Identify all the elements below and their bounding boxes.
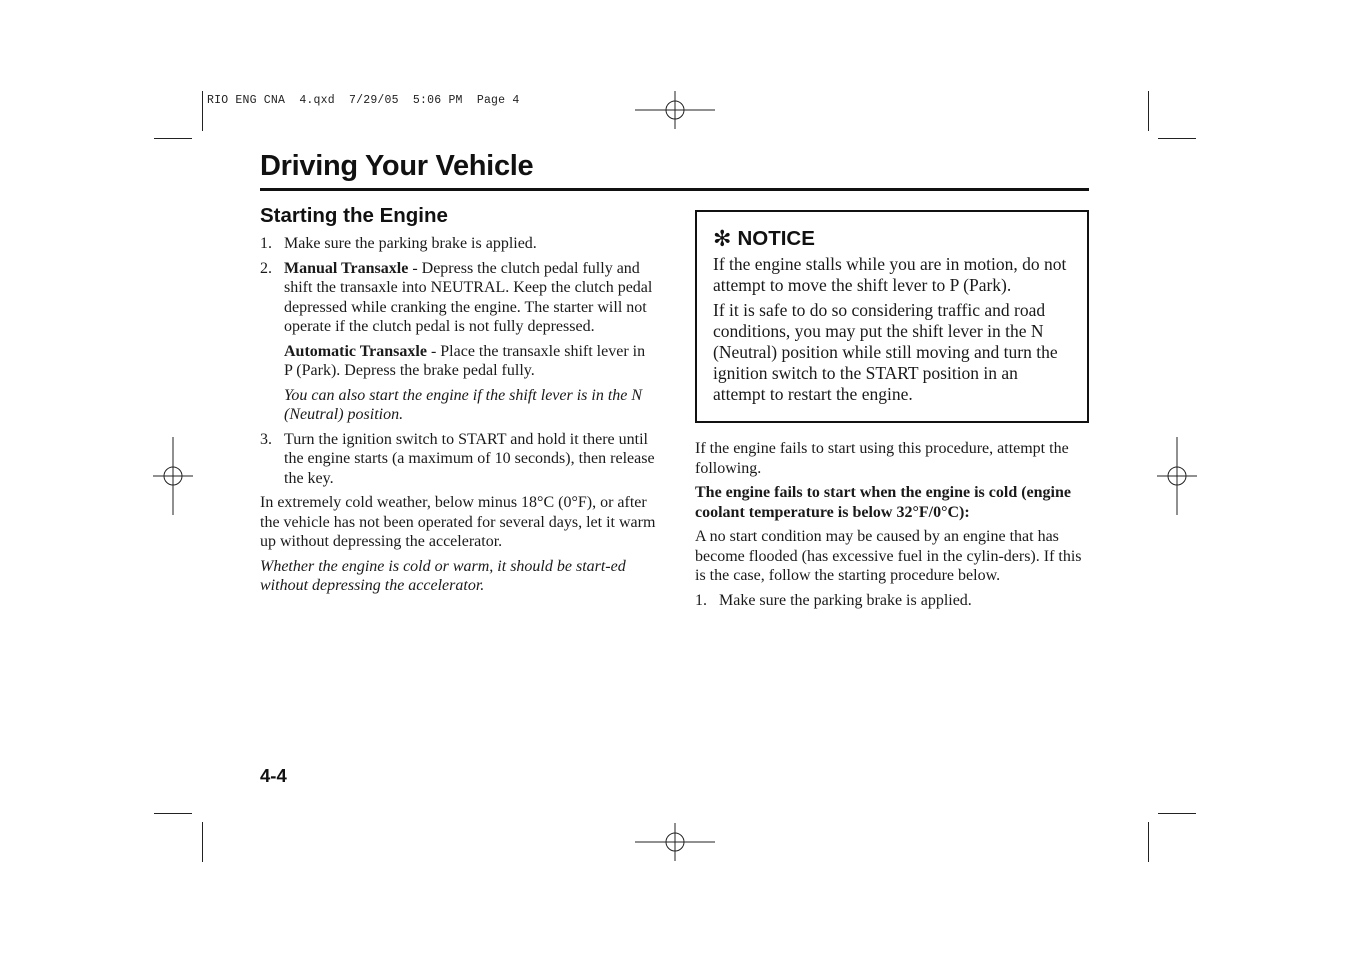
neutral-note: You can also start the engine if the shift lever is in the N (Neutral) position. [284, 386, 643, 423]
list-text: Make sure the parking brake is applied. [719, 591, 972, 609]
page-number: 4-4 [260, 765, 287, 786]
left-column [260, 204, 656, 601]
crop-mark-bottom-left-vertical [202, 822, 203, 862]
list-number: 1. [695, 591, 707, 609]
list-number: 1. [260, 235, 272, 252]
cold-weather-paragraph: In extremely cold weather, below minus 18°C (0°F), or after the vehicle has not been operated for several days, let it warm up without depressing the accelerator. [260, 494, 656, 550]
list-item [260, 234, 656, 254]
crop-mark-bottom-right-horizontal [1158, 813, 1196, 814]
registration-mark-left [153, 437, 193, 515]
notice-label: NOTICE [737, 227, 815, 250]
registration-mark-top [635, 91, 715, 129]
crop-mark-top-right-vertical [1148, 91, 1149, 131]
registration-mark-bottom [635, 823, 715, 861]
cold-warm-note: Whether the engine is cold or warm, it should be start-ed without depressing the accelerator. [260, 557, 626, 594]
notice-heading [713, 226, 1071, 252]
page-title: Driving Your Vehicle [260, 150, 534, 182]
list-number: 3. [260, 430, 272, 448]
notice-paragraph: If the engine stalls while you are in motion, do not attempt to move the shift lever to P (Park). [713, 254, 1067, 295]
list-item [260, 259, 656, 337]
list-text: Turn the ignition switch to START and hold it there until the engine starts (a maximum of 10 seconds), then release the key. [284, 430, 655, 487]
list-item [695, 591, 1089, 611]
flooded-paragraph: A no start condition may be caused by an engine that has become flooded (has excessive fuel in the cylin-ders). If this is the case, follow the starting procedure below. [695, 528, 1082, 584]
automatic-transaxle-paragraph [284, 342, 656, 381]
automatic-transaxle-label: Automatic Transaxle [284, 342, 427, 360]
manual-transaxle-label: Manual Transaxle [284, 259, 409, 277]
right-column [695, 210, 1089, 615]
crop-mark-bottom-left-horizontal [154, 813, 192, 814]
crop-mark-top-left-vertical [202, 91, 203, 131]
list-item [260, 430, 656, 489]
title-rule [260, 188, 1089, 191]
asterisk-icon: ✻ [713, 226, 732, 251]
section-heading: Starting the Engine [260, 204, 448, 227]
fail-to-start-section [695, 439, 1089, 610]
notice-box [695, 210, 1089, 423]
crop-mark-top-right-horizontal [1158, 138, 1196, 139]
list-text: Make sure the parking brake is applied. [284, 235, 537, 252]
cold-engine-heading: The engine fails to start when the engine is cold (engine coolant temperature is below 32°F/0°C): [695, 484, 1071, 521]
crop-mark-top-left-horizontal [154, 138, 192, 139]
notice-paragraph: If it is safe to do so considering traffic and road conditions, you may put the shift lever in the N (Neutral) position while still moving and turn the ignition switch to the START position in an attempt to restart the engine. [713, 300, 1058, 404]
fail-paragraph: If the engine fails to start using this procedure, attempt the following. [695, 440, 1069, 477]
crop-mark-bottom-right-vertical [1148, 822, 1149, 862]
registration-mark-right [1157, 437, 1197, 515]
printer-slug: RIO ENG CNA 4.qxd 7/29/05 5:06 PM Page 4 [207, 94, 520, 107]
list-number: 2. [260, 259, 272, 277]
automatic-transaxle-text: - Place the transaxle shift lever in P (Park). Depress the brake pedal fully. [284, 342, 646, 379]
list-text [284, 259, 656, 337]
manual-transaxle-text: - Depress the clutch pedal fully and shift the transaxle into NEUTRAL. Keep the clutch pedal depressed while cranking the engine. The starter will not operate if the clutch pedal is not fully depressed. [284, 259, 653, 335]
